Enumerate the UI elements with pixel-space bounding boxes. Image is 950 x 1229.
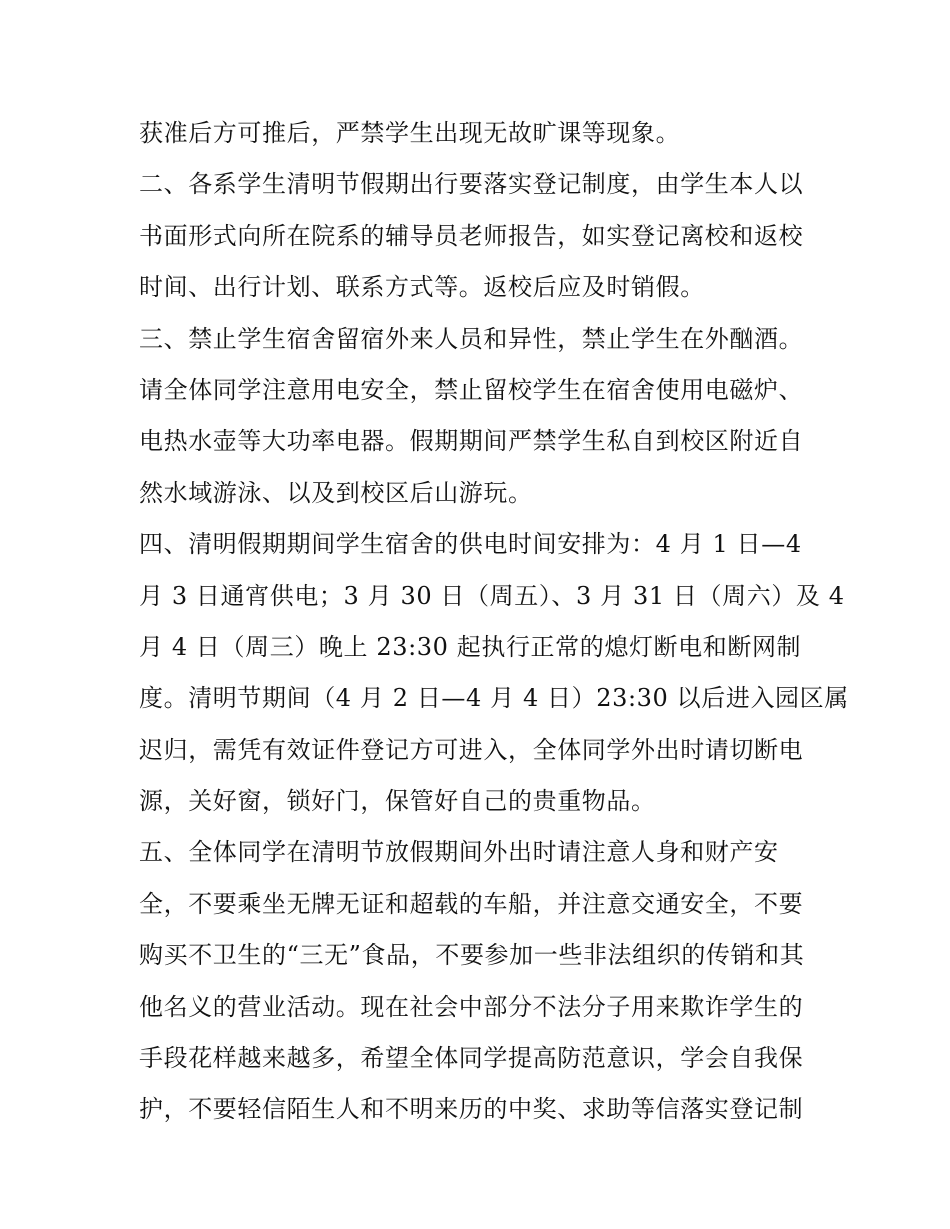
text-line: 迟归，需凭有效证件登记方可进入，全体同学外出时请切断电 [139, 735, 804, 764]
document-body-text [139, 108, 849, 1136]
text-line: 源，关好窗，锁好门，保管好自己的贵重物品。 [139, 787, 656, 816]
text-line: 然水域游泳、以及到校区后山游玩。 [139, 478, 533, 507]
text-line: 三、禁止学生宿舍留宿外来人员和异性，禁止学生在外酗酒。 [139, 324, 804, 353]
text-line: 手段花样越来越多，希望全体同学提高防范意识，学会自我保 [139, 1044, 804, 1073]
text-line: 度。清明节期间（4 月 2 日—4 月 4 日）23:30 以后进入园区属 [139, 684, 849, 713]
text-line: 时间、出行计划、联系方式等。返校后应及时销假。 [139, 273, 705, 302]
text-line: 五、全体同学在清明节放假期间外出时请注意人身和财产安 [139, 838, 779, 867]
text-line: 二、各系学生清明节假期出行要落实登记制度，由学生本人以 [139, 170, 804, 199]
text-line: 获准后方可推后，严禁学生出现无故旷课等现象。 [139, 119, 681, 147]
text-line: 购买不卫生的“三无”食品，不要参加一些非法组织的传销和其 [139, 941, 805, 970]
text-line: 四、清明假期期间学生宿舍的供电时间安排为：4 月 1 日—4 [139, 530, 802, 559]
text-line: 请全体同学注意用电安全，禁止留校学生在宿舍使用电磁炉、 [139, 375, 804, 404]
text-line: 月 4 日（周三）晚上 23:30 起执行正常的熄灯断电和断网制 [139, 632, 802, 661]
text-line: 月 3 日通宵供电；3 月 30 日（周五）、3 月 31 日（周六）及 4 [139, 581, 845, 610]
text-line: 全，不要乘坐无牌无证和超载的车船，并注意交通安全，不要 [139, 889, 804, 918]
text-line: 电热水壶等大功率电器。假期期间严禁学生私自到校区附近自 [139, 427, 804, 456]
text-line: 护，不要轻信陌生人和不明来历的中奖、求助等信落实登记制 [139, 1095, 804, 1124]
text-line: 书面形式向所在院系的辅导员老师报告，如实登记离校和返校 [139, 221, 804, 250]
text-line: 他名义的营业活动。现在社会中部分不法分子用来欺诈学生的 [139, 992, 804, 1021]
